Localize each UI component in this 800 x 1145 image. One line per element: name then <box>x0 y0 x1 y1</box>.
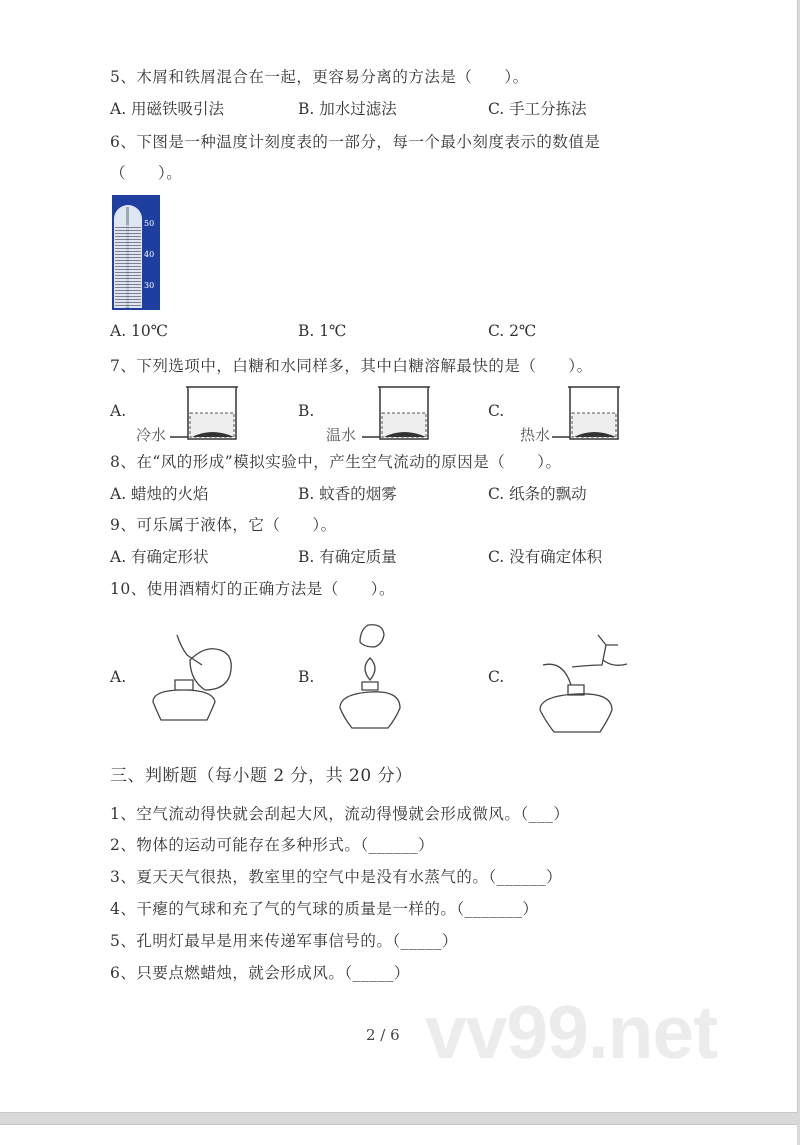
judgment-item-5: 5、孔明灯最早是用来传递军事信号的。（_____） <box>110 932 458 950</box>
q6-option-c: C. 2℃ <box>488 322 537 340</box>
q5-option-c: C. 手工分拣法 <box>488 100 587 118</box>
alcohol-lamp-b-icon <box>330 620 410 740</box>
judgment-item-4: 4、干瘪的气球和充了气的气球的质量是一样的。（_______） <box>110 900 539 918</box>
question-7: 7、下列选项中，白糖和水同样多，其中白糖溶解最快的是（ ）。 <box>110 357 593 375</box>
question-9: 9、可乐属于液体，它（ ）。 <box>110 516 337 534</box>
page-number: 2 / 6 <box>366 1026 400 1044</box>
q6-option-a: A. 10℃ <box>110 322 169 340</box>
question-8: 8、在“风的形成”模拟实验中，产生空气流动的原因是（ ）。 <box>110 453 562 471</box>
question-6-cont: （ ）。 <box>110 164 183 182</box>
question-6: 6、下图是一种温度计刻度表的一部分，每一个最小刻度表示的数值是 <box>110 133 601 151</box>
q10-option-a: A. <box>110 668 127 686</box>
next-page-edge <box>0 1124 797 1145</box>
judgment-item-2: 2、物体的运动可能存在多种形式。（______） <box>110 836 435 854</box>
watermark: vv99.net <box>425 990 718 1074</box>
thermometer-label-30: 30 <box>144 281 155 290</box>
q8-option-b: B. 蚊香的烟雾 <box>298 485 397 503</box>
beaker-cold-icon <box>170 385 240 441</box>
beaker-label-cold: 冷水 <box>136 426 167 444</box>
q5-option-b: B. 加水过滤法 <box>298 100 397 118</box>
thermometer-figure <box>112 195 160 310</box>
q7-option-a: A. <box>110 402 127 420</box>
thermometer-label-40: 40 <box>144 250 155 259</box>
question-5: 5、木屑和铁屑混合在一起，更容易分离的方法是（ ）。 <box>110 68 529 86</box>
q6-option-b: B. 1℃ <box>298 322 347 340</box>
q9-option-c: C. 没有确定体积 <box>488 548 603 566</box>
q5-option-a: A. 用磁铁吸引法 <box>110 100 225 118</box>
beaker-hot-icon <box>552 385 622 441</box>
q7-option-c: C. <box>488 402 505 420</box>
section-3-title: 三、判断题（每小题 2 分，共 20 分） <box>110 766 413 786</box>
q8-option-a: A. 蜡烛的火焰 <box>110 485 209 503</box>
beaker-label-warm: 温水 <box>326 426 357 444</box>
judgment-item-6: 6、只要点燃蜡烛，就会形成风。（_____） <box>110 964 410 982</box>
beaker-warm-icon <box>362 385 432 441</box>
beaker-label-hot: 热水 <box>520 426 551 444</box>
q9-option-a: A. 有确定形状 <box>110 548 209 566</box>
alcohol-lamp-c-icon <box>528 630 638 740</box>
alcohol-lamp-a-icon <box>145 630 255 730</box>
q7-option-b: B. <box>298 402 315 420</box>
judgment-item-3: 3、夏天天气很热，教室里的空气中是没有水蒸气的。（______） <box>110 868 563 886</box>
q10-option-c: C. <box>488 668 505 686</box>
q10-option-b: B. <box>298 668 315 686</box>
q9-option-b: B. 有确定质量 <box>298 548 397 566</box>
judgment-item-1: 1、空气流动得快就会刮起大风，流动得慢就会形成微风。（___） <box>110 805 570 823</box>
question-10: 10、使用酒精灯的正确方法是（ ）。 <box>110 580 395 598</box>
q8-option-c: C. 纸条的飘动 <box>488 485 587 503</box>
thermometer-label-50: 50 <box>144 219 155 228</box>
